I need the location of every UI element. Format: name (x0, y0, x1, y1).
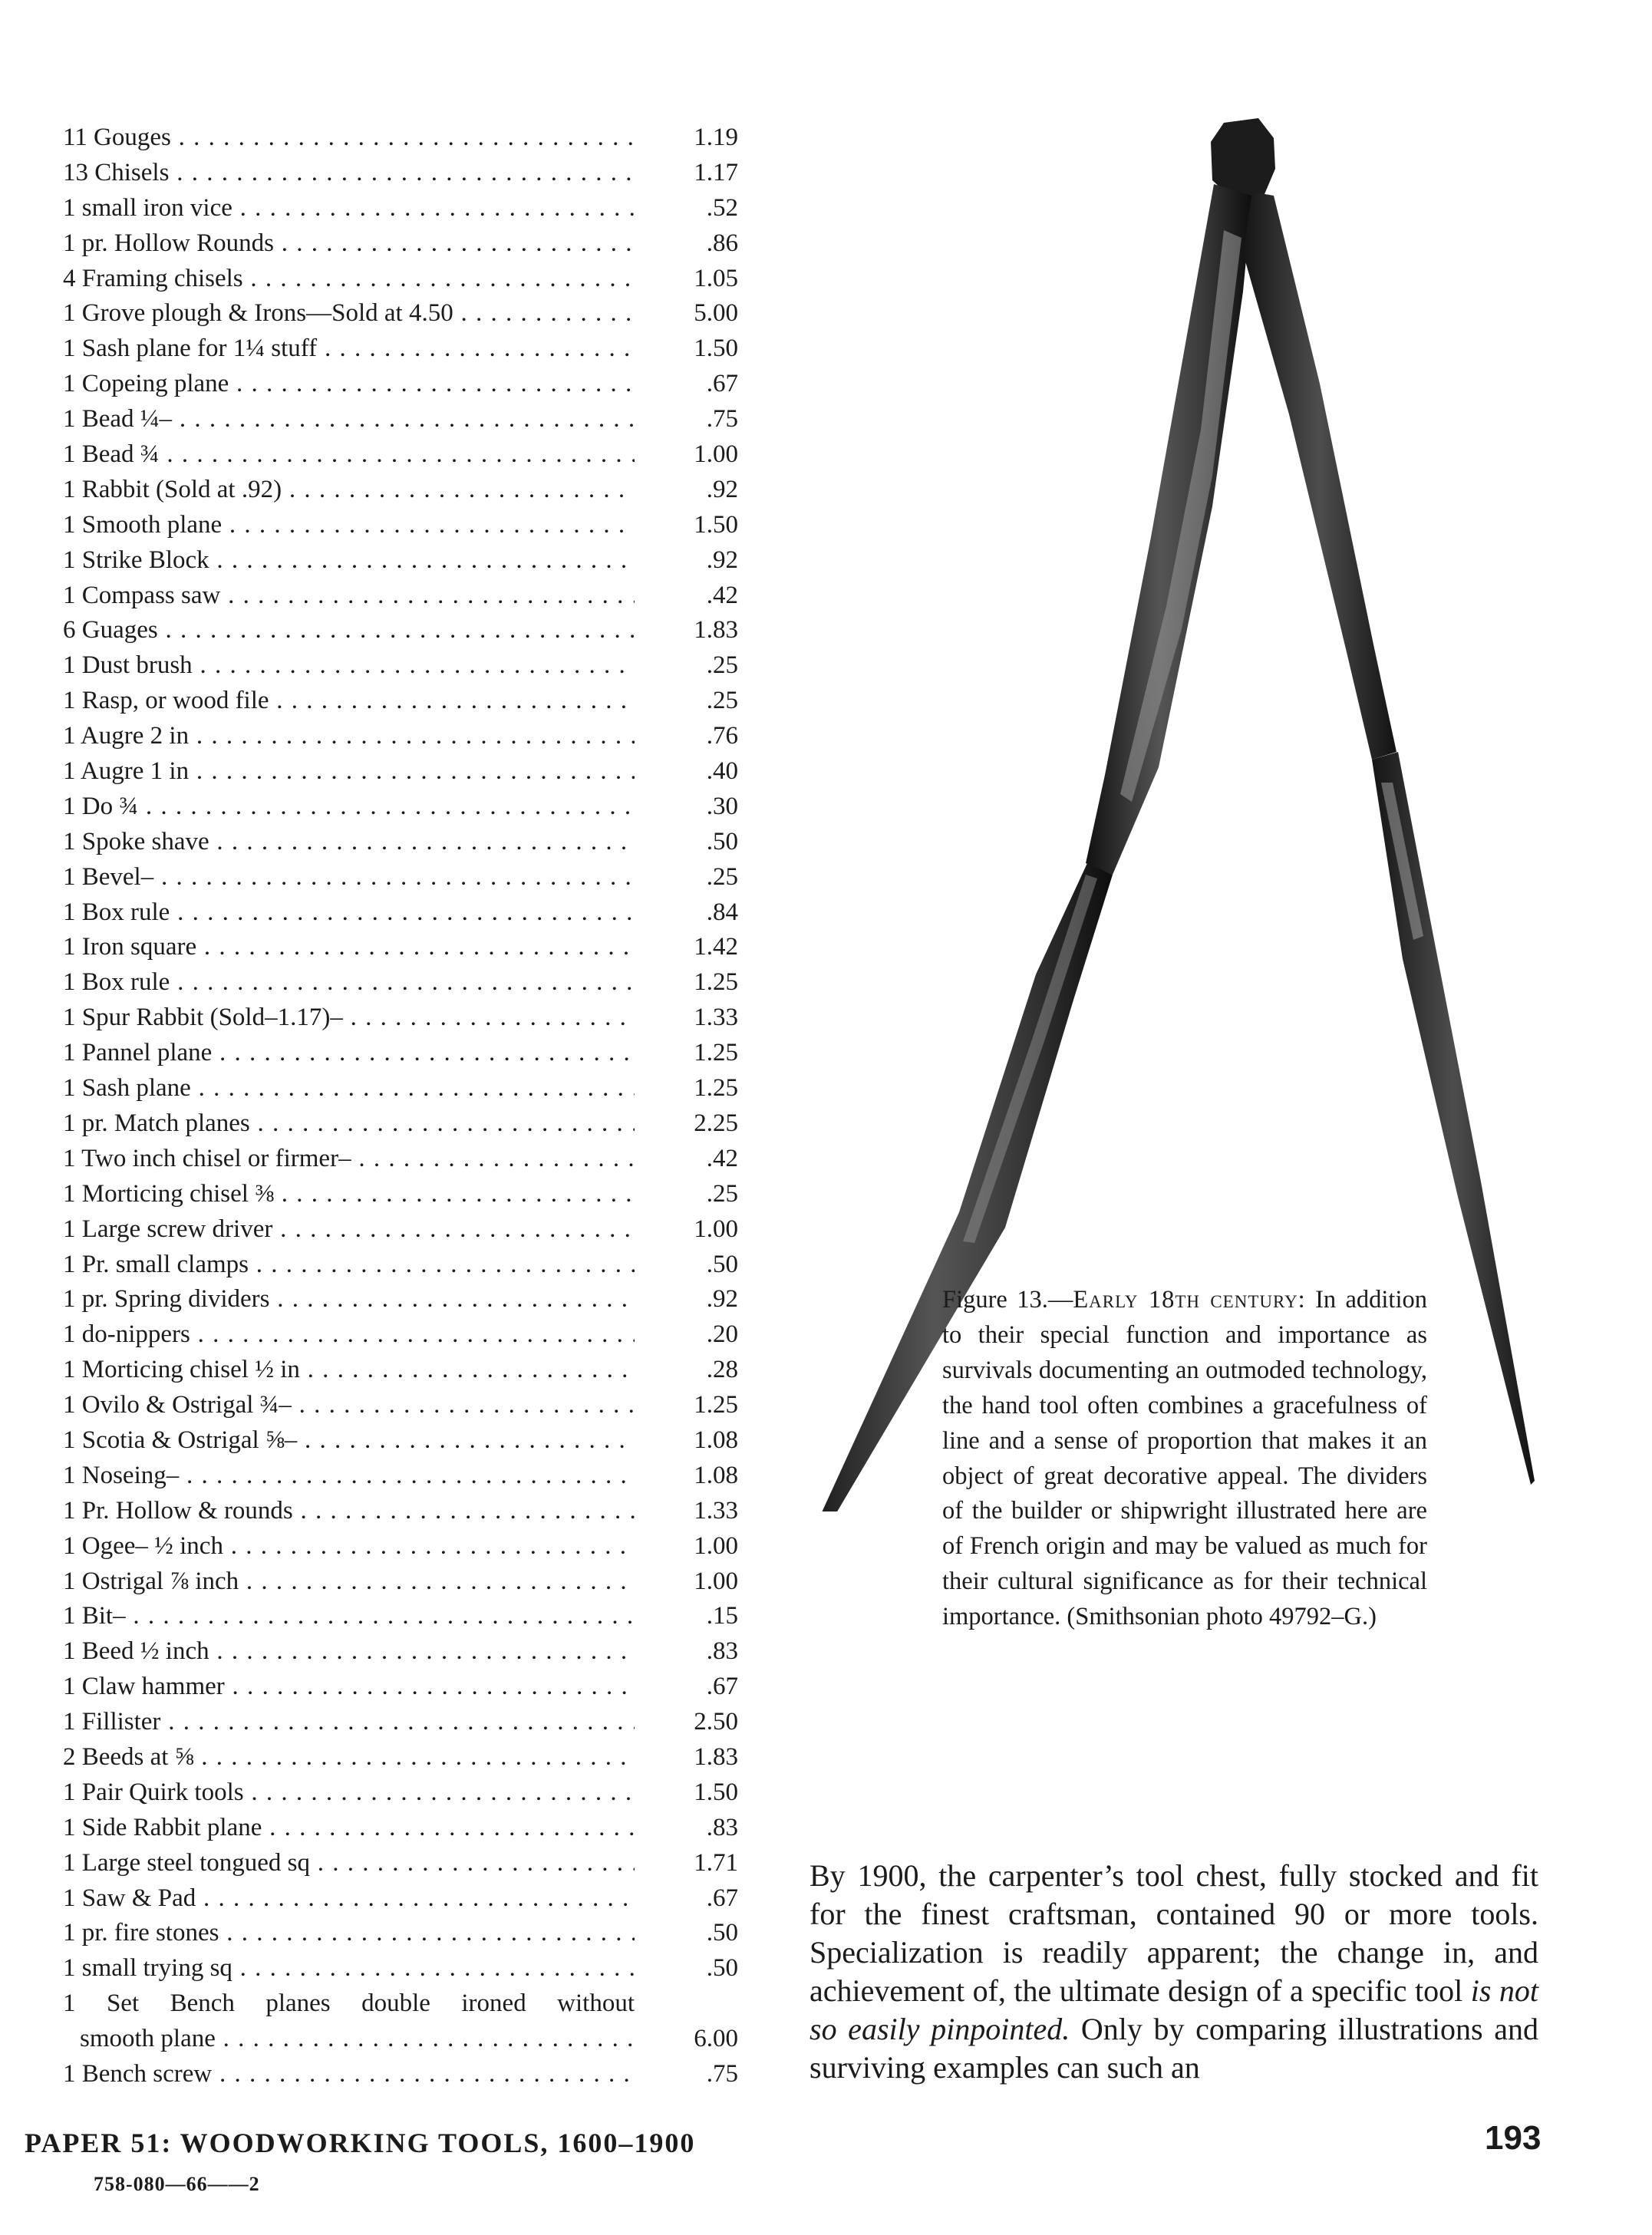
running-title: PAPER 51: WOODWORKING TOOLS, 1600–1900 (25, 2128, 696, 2158)
tool-price: 1.00 (646, 1529, 738, 1564)
tool-list-row (63, 719, 738, 754)
tool-name: 1 Claw hammer . . . (63, 1670, 635, 1705)
tool-list-row (63, 473, 738, 508)
tool-price: .30 (646, 790, 738, 825)
tool-price: .92 (646, 473, 738, 508)
tool-price: .75 (646, 402, 738, 437)
tool-list-row (63, 1459, 738, 1494)
tool-name: 1 small iron vice . . . (63, 191, 635, 226)
tool-price: 1.25 (646, 1071, 738, 1106)
tool-name: 1 small trying sq . . . (63, 1951, 635, 1986)
tool-price: 1.00 (646, 1564, 738, 1600)
tool-name: 1 Spoke shave . . . (63, 825, 635, 860)
tool-list-row (63, 1705, 738, 1740)
tool-list-row (63, 1248, 738, 1283)
tool-name: 1 Bead ¾ . . . (63, 437, 635, 473)
tool-name: 1 Box rule . . . (63, 965, 635, 1000)
body-text-part2: Only by comparing illustrations and surviving examples can such an (810, 2012, 1538, 2085)
tool-list-row (63, 648, 738, 684)
tool-price: .28 (646, 1353, 738, 1388)
tool-list-row (63, 120, 738, 156)
tool-list-row (63, 1071, 738, 1106)
tool-price: .25 (646, 1177, 738, 1212)
tool-name: 1 Fillister . . . (63, 1705, 635, 1740)
tool-price: .20 (646, 1317, 738, 1353)
tool-list-row (63, 437, 738, 473)
tool-list-row (63, 1564, 738, 1600)
tool-list-row (63, 1529, 738, 1564)
tool-list-row (63, 1388, 738, 1423)
tool-name: 1 Bench screw . . . (63, 2057, 635, 2092)
tool-name: 1 Do ¾ . . . (63, 790, 635, 825)
tool-price: 1.17 (646, 156, 738, 191)
tool-name: 1 Large screw driver . . . (63, 1212, 635, 1248)
tool-list-row (63, 508, 738, 543)
tool-list-row (63, 1282, 738, 1317)
tool-name: 1 pr. fire stones . . . (63, 1916, 635, 1951)
tool-price: .92 (646, 543, 738, 579)
tool-price: .52 (646, 191, 738, 226)
tool-list-row (63, 1986, 738, 2022)
tool-list-row (63, 1177, 738, 1212)
tool-list-row (63, 1494, 738, 1529)
tool-name: 1 Pair Quirk tools . . . (63, 1775, 635, 1811)
tool-name: 1 Augre 2 in . . . (63, 719, 635, 754)
tool-list-row (63, 895, 738, 931)
tool-price: 1.25 (646, 1036, 738, 1071)
tool-price: 2.25 (646, 1106, 738, 1142)
tool-name: 1 Pannel plane . . . (63, 1036, 635, 1071)
tool-price: 1.83 (646, 1740, 738, 1775)
tool-list-row (63, 1599, 738, 1634)
tool-price: 1.50 (646, 331, 738, 367)
tool-name: 4 Framing chisels . . . (63, 262, 635, 297)
tool-list-row (63, 1142, 738, 1177)
tool-price: .42 (646, 1142, 738, 1177)
body-text-part1: By 1900, the carpenter’s tool chest, fully stocked and fit for the finest craftsman, contained 90 or more tools. Specialization is readily apparent; the change in, and achievement of, the ultimate design of a specific tool (810, 1858, 1538, 2008)
tool-price: 1.50 (646, 508, 738, 543)
body-paragraph (810, 1857, 1538, 2087)
tool-name: 1 Bit– . . . (63, 1599, 635, 1634)
tool-price: .84 (646, 895, 738, 931)
tool-list-row (63, 930, 738, 965)
tool-list-row (63, 1634, 738, 1670)
figure-heading: Early 18th century: (1073, 1286, 1306, 1314)
tool-name: 1 Bevel– . . . (63, 860, 635, 895)
tool-name: 1 Set Bench planes double ironed without (63, 1989, 635, 2018)
tool-name: 1 Copeing plane . . . (63, 367, 635, 402)
tool-list-row (63, 1353, 738, 1388)
tool-name: 1 Bead ¼– . . . (63, 402, 635, 437)
tool-price: 1.00 (646, 1212, 738, 1248)
tool-list-row (63, 1916, 738, 1951)
tool-name: 1 Sash plane . . . (63, 1071, 635, 1106)
tool-price: .42 (646, 579, 738, 614)
tool-price: .50 (646, 825, 738, 860)
tool-name: 1 Large steel tongued sq . . . (63, 1846, 635, 1881)
tool-price: .40 (646, 754, 738, 790)
tool-price: 1.33 (646, 1000, 738, 1036)
tool-name: 1 Beed ½ inch . . . (63, 1634, 635, 1670)
tool-name: 1 pr. Match planes . . . (63, 1106, 635, 1142)
tool-list-row (63, 754, 738, 790)
tool-name: 1 Two inch chisel or firmer– . . . (63, 1142, 635, 1177)
tool-name: 1 Iron square . . . (63, 930, 635, 965)
tool-price: 1.83 (646, 613, 738, 648)
tool-price: 1.25 (646, 965, 738, 1000)
tool-name: 1 pr. Spring dividers . . . (63, 1282, 635, 1317)
tool-list-row (63, 1670, 738, 1705)
tool-list-row (63, 296, 738, 331)
tool-price: .15 (646, 1599, 738, 1634)
tool-name: 1 Pr. Hollow & rounds . . . (63, 1494, 635, 1529)
page-number: 193 (1485, 2119, 1542, 2157)
tool-name: 1 Ovilo & Ostrigal ¾– . . . (63, 1388, 635, 1423)
tool-list-row (63, 543, 738, 579)
body-text-italic: is not so easily pinpointed. (810, 1973, 1539, 2046)
tool-price: 2.50 (646, 1705, 738, 1740)
tool-price: 6.00 (646, 2022, 738, 2057)
tool-name: 1 Spur Rabbit (Sold–1.17)– . . . (63, 1000, 635, 1036)
tool-name: 1 Morticing chisel ½ in . . . (63, 1353, 635, 1388)
tool-name: 1 Box rule . . . (63, 895, 635, 931)
tool-price: 1.19 (646, 120, 738, 156)
tool-list-row (63, 1740, 738, 1775)
print-code: 758-080—66——2 (94, 2173, 260, 2195)
tool-name: 1 Smooth plane . . . (63, 508, 635, 543)
tool-name: 1 Noseing– . . . (63, 1459, 635, 1494)
tool-name: 1 do-nippers . . . (63, 1317, 635, 1353)
tool-list-row (63, 1212, 738, 1248)
tool-list-row (63, 825, 738, 860)
tool-list-row (63, 1036, 738, 1071)
tool-name: 1 Dust brush . . . (63, 648, 635, 684)
tool-price: .67 (646, 1670, 738, 1705)
tool-price: .25 (646, 860, 738, 895)
tool-name: 1 Strike Block . . . (63, 543, 635, 579)
tool-price: .50 (646, 1916, 738, 1951)
tool-name: 11 Gouges . . . (63, 120, 635, 156)
tool-list-row (63, 1951, 738, 1986)
tool-price: .67 (646, 367, 738, 402)
tool-name: 6 Guages . . . (63, 613, 635, 648)
tool-price: 1.00 (646, 437, 738, 473)
caption-text: In addition to their special function and importance as survivals documenting an outmoded technology, the hand tool often combines a gracefulness of line and a sense of proportion that makes it an object of great decorative appeal. The dividers of the builder or shipwright illustrated here are of French origin and may be valued as much for their cultural significance as for their technical importance. (Smithsonian photo 49792–G.) (942, 1286, 1427, 1631)
tool-list-row (63, 367, 738, 402)
dividers-right-leg-upper (1243, 192, 1396, 760)
tool-name: 1 Morticing chisel ⅜ . . . (63, 1177, 635, 1212)
tool-list-row (63, 1000, 738, 1036)
tool-list-row (63, 1423, 738, 1459)
tool-name: 1 Ostrigal ⅞ inch . . . (63, 1564, 635, 1600)
tool-list-row (63, 156, 738, 191)
tool-list-row (63, 684, 738, 719)
tool-name: 1 Pr. small clamps . . . (63, 1248, 635, 1283)
tool-price: 1.71 (646, 1846, 738, 1881)
tool-name: 2 Beeds at ⅝ . . . (63, 1740, 635, 1775)
tool-list-row (63, 965, 738, 1000)
tool-list-row (63, 262, 738, 297)
tool-name: 1 Side Rabbit plane . . . (63, 1811, 635, 1846)
tool-price: 1.42 (646, 930, 738, 965)
tool-price: 1.33 (646, 1494, 738, 1529)
tool-price: 1.05 (646, 262, 738, 297)
tool-list-row (63, 402, 738, 437)
tool-price: .75 (646, 2057, 738, 2092)
tool-name: 1 Sash plane for 1¼ stuff . . . (63, 331, 635, 367)
tool-name: smooth plane . . . (63, 2022, 635, 2057)
tool-price: .92 (646, 1282, 738, 1317)
tool-name: 1 Ogee– ½ inch . . . (63, 1529, 635, 1564)
tool-list-row (63, 1846, 738, 1881)
tool-list-row (63, 1317, 738, 1353)
figure-caption (942, 1283, 1427, 1635)
tool-list-row (63, 226, 738, 262)
figure-label: Figure 13.— (942, 1286, 1073, 1314)
tool-name: 13 Chisels . . . (63, 156, 635, 191)
tool-list-row (63, 860, 738, 895)
tool-list-row (63, 1775, 738, 1811)
tool-list-row (63, 1881, 738, 1917)
tool-price: .76 (646, 719, 738, 754)
tool-price: .83 (646, 1634, 738, 1670)
tool-name: 1 Rabbit (Sold at .92) . . . (63, 473, 635, 508)
tool-price: .67 (646, 1881, 738, 1917)
tool-price: .50 (646, 1951, 738, 1986)
tool-list-row (63, 1811, 738, 1846)
tool-name: 1 Augre 1 in . . . (63, 754, 635, 790)
tool-list-row (63, 2057, 738, 2092)
tool-name: 1 Compass saw . . . (63, 579, 635, 614)
tool-price: 5.00 (646, 296, 738, 331)
tool-price: 1.08 (646, 1423, 738, 1459)
tool-price: .25 (646, 648, 738, 684)
tool-price: 1.08 (646, 1459, 738, 1494)
tool-name: 1 Saw & Pad . . . (63, 1881, 635, 1917)
tool-price: .25 (646, 684, 738, 719)
tool-name: 1 pr. Hollow Rounds . . . (63, 226, 635, 262)
tool-inventory-list (63, 120, 738, 2092)
tool-price: 1.25 (646, 1388, 738, 1423)
tool-name: 1 Rasp, or wood file . . . (63, 684, 635, 719)
tool-name: 1 Scotia & Ostrigal ⅝– . . . (63, 1423, 635, 1459)
tool-name: 1 Grove plough & Irons—Sold at 4.50 . . . (63, 296, 635, 331)
tool-list-row (63, 579, 738, 614)
tool-list-row (63, 790, 738, 825)
tool-price: 1.50 (646, 1775, 738, 1811)
tool-price: .83 (646, 1811, 738, 1846)
tool-price: .50 (646, 1248, 738, 1283)
tool-list-row (63, 613, 738, 648)
tool-list-row (63, 2022, 738, 2057)
tool-list-row (63, 1106, 738, 1142)
tool-list-row (63, 331, 738, 367)
tool-list-row (63, 191, 738, 226)
tool-price: .86 (646, 226, 738, 262)
